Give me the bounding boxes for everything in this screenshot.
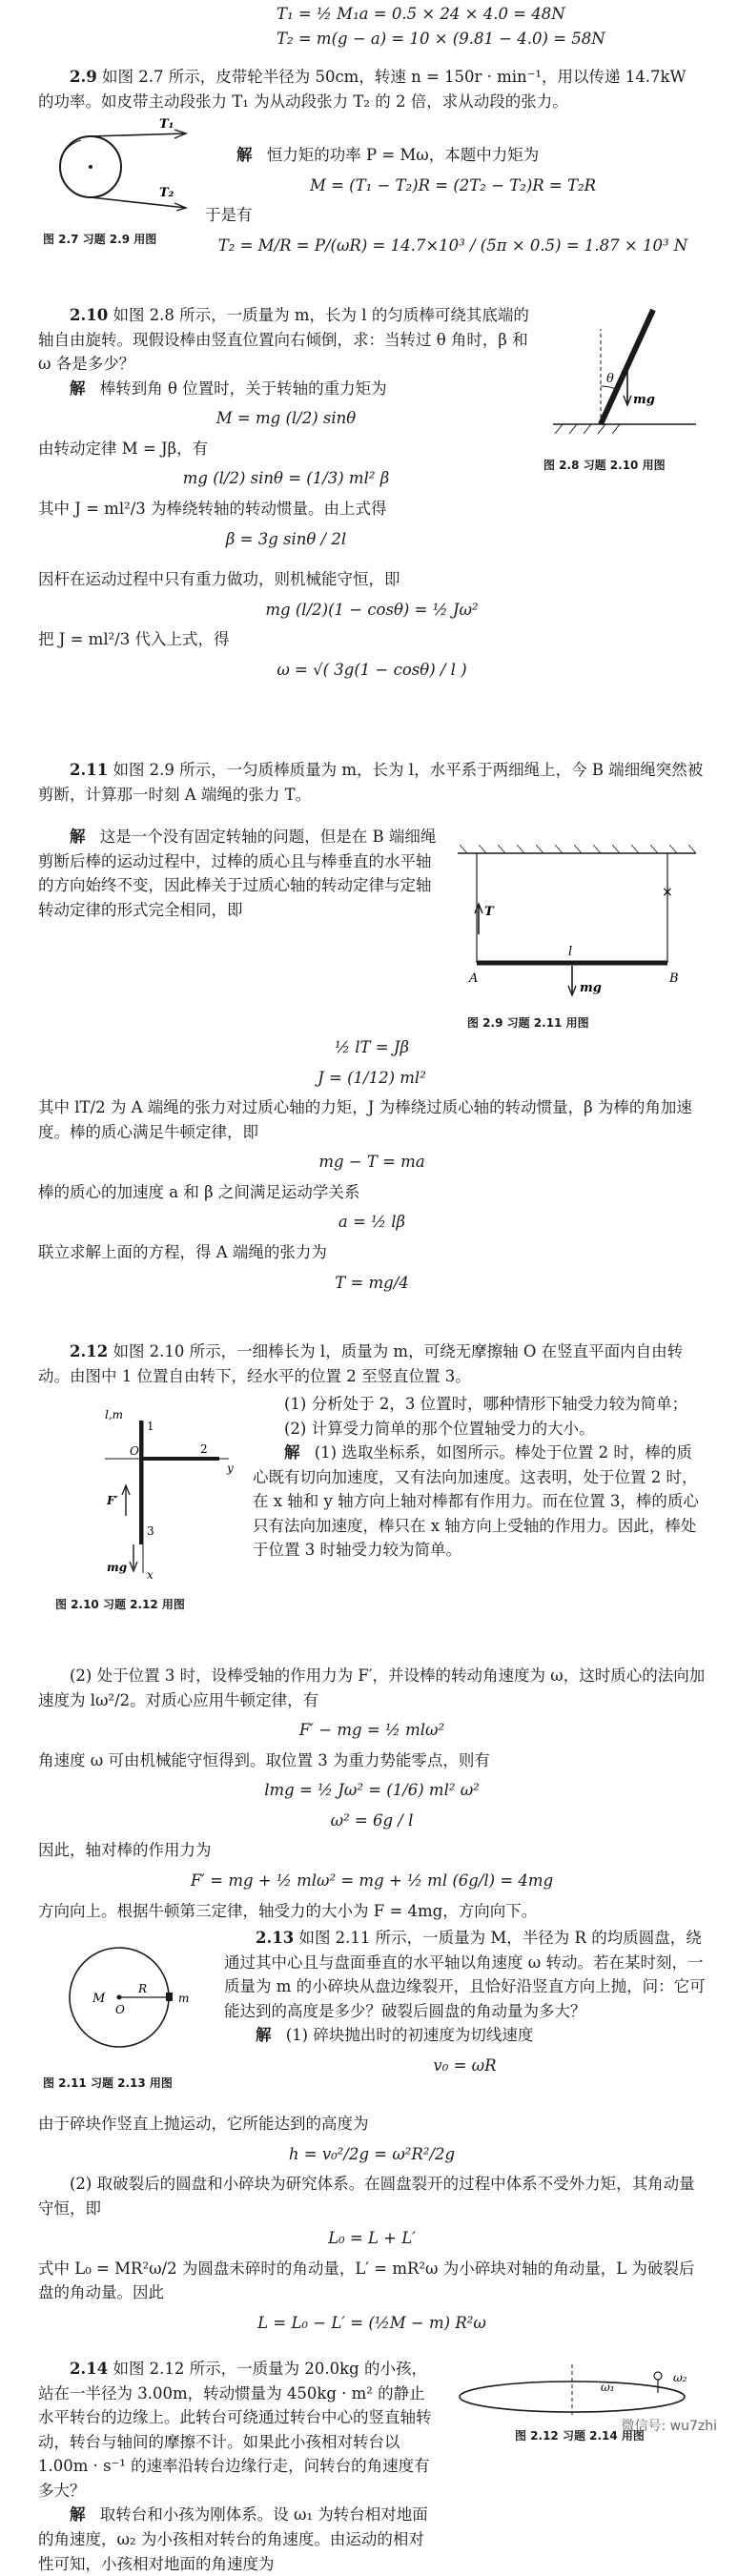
label-y: y xyxy=(227,1462,234,1475)
problem-2-12 xyxy=(38,1339,706,1388)
label-x: x xyxy=(147,1568,154,1582)
text-substitute: 把 J = ml²/3 代入上式，得 xyxy=(38,630,230,649)
eq-omega-sq: ω² = 6g / l xyxy=(330,1810,414,1830)
problem-2-13 xyxy=(224,1926,706,2083)
solution-text: 取转台和小孩为刚体系。设 ω₁ 为转台相对地面的角速度，ω₂ 为小孩相对转台的角速度。由运动的相对性可知，小孩相对地面的角速度为 xyxy=(38,2505,428,2573)
problem-2-11-equations xyxy=(38,1030,706,1300)
label-f: F′ xyxy=(107,1494,118,1507)
text-solve: 联立求解上面的方程，得 A 端绳的张力为 xyxy=(38,1242,327,1261)
problem-2-11 xyxy=(38,758,706,807)
problem-number: 2.13 xyxy=(256,1929,295,1947)
text-rotation-law: 由转动定律 M = Jβ，有 xyxy=(38,439,209,458)
problem-2-9-statement xyxy=(38,65,706,113)
figure-2-7 xyxy=(43,114,205,246)
eq-v0: v₀ = ωR xyxy=(433,2055,497,2075)
problem-number: 2.9 xyxy=(70,68,97,86)
problem-2-10-energy xyxy=(38,567,706,687)
text-energy: 因杆在运动过程中只有重力做功，则机械能守恒，即 xyxy=(38,570,400,588)
label-m-big: M xyxy=(92,1992,106,2006)
figure-2-10 xyxy=(38,1392,248,1630)
text-yushi: 于是有 xyxy=(205,206,253,225)
problem-2-9 xyxy=(38,65,706,113)
eq-centripetal: F′ − mg = ½ mlω² xyxy=(298,1721,445,1740)
eq-energy: mg (l/2)(1 − cosθ) = ½ Jω² xyxy=(265,600,479,619)
problem-text: 如图 2.8 所示，一质量为 m，长为 l 的匀质棒可绕其底端的轴自由旋转。现假设棒由竖直位置向右倾倒，求：当转过 θ 角时，β 和 ω 各是多少？ xyxy=(38,306,529,374)
watermark: 微信号: wu7zhi xyxy=(621,2419,717,2435)
label-1: 1 xyxy=(147,1420,154,1433)
label-theta: θ xyxy=(606,372,614,386)
label-omega2: ω₂ xyxy=(673,2371,687,2384)
problem-text: 如图 2.11 所示，一质量为 M，半径为 R 的均质圆盘，绕通过其中心且与盘面垂直的水平轴以角速度 ω 转动。若在某时刻，一质量为 m 的小碎块从盘边缘裂开，且恰好沿竖直方向上抛，问：它可能达到的高度是多少？破裂后圆盘的角动量为多大？ xyxy=(224,1929,706,2020)
problem-2-13-part2 xyxy=(38,2112,706,2341)
problem-text: 如图 2.7 所示，皮带轮半径为 50cm，转速 n = 150r · min⁻¹，用以传递 14.7kW 的功率。如皮带主动段张力 T₁ 为从动段张力 T₂ 的 2 倍，求从动段的张力。 xyxy=(38,68,687,111)
eq-force-result: F′ = mg + ½ mlω² = mg + ½ ml (6g/l) = 4mg xyxy=(190,1871,554,1890)
figure-caption: 图 2.7 习题 2.9 用图 xyxy=(43,232,157,246)
label-omega1: ω₁ xyxy=(601,2381,615,2394)
eq-omega: ω = √( 3g(1 − cosθ) / l ) xyxy=(277,660,467,679)
eq-conservation: L₀ = L + L′ xyxy=(328,2229,416,2248)
solution-label: 解 xyxy=(70,378,86,398)
label-t2: T₂ xyxy=(159,186,174,200)
problem-2-11-solution xyxy=(38,825,439,922)
label-mg: mg xyxy=(107,1561,128,1574)
problem-2-12-part2 xyxy=(38,1664,706,1923)
label-t1: T₁ xyxy=(159,117,174,132)
problem-number: 2.12 xyxy=(70,1342,109,1360)
eq-newton: mg − T = ma xyxy=(318,1153,425,1172)
turntable-diagram xyxy=(448,2362,706,2418)
problem-2-9-solution xyxy=(205,143,701,263)
eq-torque: M = (T₁ − T₂)R = (2T₂ − T₂)R = T₂R xyxy=(309,175,597,194)
label-r: R xyxy=(138,1982,148,1995)
problem-text: 如图 2.12 所示，一质量为 20.0kg 的小孩，站在一半径为 3.00m，转动惯量为 450kg · m² 的静止水平转台的边缘上。此转台可绕通过转台中心的竖直轴转动，转台与轴间的摩擦不计。如果此小孩相对转台以 1.00m · s⁻¹ 的速率沿转台边缘行走，问转台的角速度有多大？ xyxy=(38,2360,432,2500)
eq-height: h = v₀²/2g = ω²R²/2g xyxy=(288,2144,456,2163)
text-omega: 角速度 ω 可由机械能守恒得到。取位置 3 为重力势能零点，则有 xyxy=(38,1750,490,1769)
label-l: l xyxy=(568,945,573,959)
problem-text: 如图 2.10 所示，一细棒长为 l，质量为 m，可绕无摩擦轴 O 在竖直平面内自由转动。由图中 1 位置自由转下，经水平的位置 2 至竖直位置 3。 xyxy=(38,1342,684,1385)
label-3: 3 xyxy=(147,1524,154,1538)
label-b: B xyxy=(669,971,679,986)
tilted-rod-diagram xyxy=(543,291,706,443)
solution-text: (1) 碎块抛出时的初速度为切线速度 xyxy=(285,2026,534,2045)
question-1: (1) 分析处于 2，3 位置时，哪种情形下轴受力较为简单； xyxy=(284,1395,688,1413)
text-inertia: 其中 J = ml²/3 为棒绕转轴的转动惯量。由上式得 xyxy=(38,499,387,518)
label-lm: l,m xyxy=(105,1408,124,1421)
figure-2-8 xyxy=(543,291,715,481)
label-mg: mg xyxy=(580,981,602,995)
text-l0: 式中 L₀ = MR²ω/2 为圆盘未碎时的角动量，L′ = mR²ω 为小碎块对轴的角动量，L 为破裂后盘的角动量。因此 xyxy=(38,2259,695,2302)
problem-text: 如图 2.9 所示，一匀质棒质量为 m，长为 l，水平系于两细绳上，今 B 端细绳突然被剪断，计算那一时刻 A 端绳的张力 T。 xyxy=(38,761,704,804)
figure-2-9 xyxy=(448,839,715,1030)
text-explanation: 其中 lT/2 为 A 端绳的张力对过质心轴的力矩，J 为棒绕过质心轴的转动惯量，β 为棒的角加速度。棒的质心满足牛顿定律，即 xyxy=(38,1098,692,1141)
figure-caption: 图 2.12 习题 2.14 用图 xyxy=(515,2428,645,2443)
eq-t2: T₂ = m(g − a) = 10 × (9.81 − 4.0) = 58N xyxy=(277,29,605,48)
question-2: (2) 计算受力简单的那个位置轴受力的大小。 xyxy=(284,1419,595,1438)
figure-2-11 xyxy=(43,1935,219,2097)
label-a: A xyxy=(469,971,479,986)
rod-positions-diagram xyxy=(38,1392,243,1583)
label-t: T xyxy=(484,905,494,919)
text-direction: 方向向上。根据牛顿第三定律，轴受力的大小为 F = 4mg，方向向下。 xyxy=(38,1901,538,1920)
label-o: O xyxy=(130,1444,139,1458)
text-kinematic: 棒的质心的加速度 a 和 β 之间满足运动学关系 xyxy=(38,1182,360,1201)
problem-2-10 xyxy=(38,303,534,557)
label-o: O xyxy=(115,2003,125,2016)
label-m: m xyxy=(178,1992,190,2005)
problem-number: 2.14 xyxy=(70,2360,109,2378)
solution-text: 这是一个没有固定转轴的问题，但是在 B 端细绳剪断后棒的运动过程中，过棒的质心且与棒垂直的水平轴的方向始终不变，因此棒关于过质心轴的转动定律与定轴转动定律的形式完全相同，即 xyxy=(38,828,437,919)
figure-caption: 图 2.8 习题 2.10 用图 xyxy=(543,458,666,472)
solution-label: 解 xyxy=(284,1443,300,1462)
text-system: (2) 取破裂后的圆盘和小碎块为研究体系。在圆盘裂开的过程中体系不受外力矩，其角动量守恒，即 xyxy=(38,2175,695,2218)
rod-on-strings-diagram xyxy=(448,839,706,1001)
eq-gravity-torque: M = mg (l/2) sinθ xyxy=(215,409,357,428)
solution-label: 解 xyxy=(70,2505,86,2525)
solution-text: (1) 选取坐标系，如图所示。棒处于位置 2 时，棒的质心既有切向加速度，又有法向加速度。这表明，处于位置 2 时，在 x 轴和 y 轴方向上轴对棒都有作用力。而在位置 3，棒的质心只有法向加速度，棒只在 x 轴方向上受轴的作用力。因此，棒处于位置 3 时轴受力较为简单。 xyxy=(253,1443,699,1560)
eq-torque-tension: ½ lT = Jβ xyxy=(335,1038,409,1056)
text-force: 因此，轴对棒的作用力为 xyxy=(38,1841,212,1860)
problem-number: 2.11 xyxy=(70,761,109,779)
eq-rotation: mg (l/2) sinθ = (1/3) ml² β xyxy=(182,469,390,488)
figure-caption: 图 2.11 习题 2.13 用图 xyxy=(43,2075,173,2090)
problem-number: 2.10 xyxy=(70,306,109,324)
label-2: 2 xyxy=(200,1442,208,1456)
figure-caption: 图 2.10 习题 2.12 用图 xyxy=(55,1597,185,1611)
eq-tension-result: T = mg/4 xyxy=(335,1273,409,1292)
solution-text: 棒转到角 θ 位置时，关于转轴的重力矩为 xyxy=(99,378,387,398)
eq-t2-result: T₂ = M/R = P/(ωR) = 14.7×10³ / (5π × 0.5) = 1.87 × 10³ N xyxy=(217,235,688,255)
label-cut-mark: × xyxy=(662,885,673,900)
top-equations xyxy=(38,2,706,51)
eq-beta: β = 3g sinθ / 2l xyxy=(225,529,347,548)
text-part2: (2) 处于位置 3 时，设棒受轴的作用力为 F′，并设棒的转动角速度为 ω，这时质心的法向加速度为 lω²/2。对质心应用牛顿定律，有 xyxy=(38,1666,706,1709)
eq-inertia: J = (1/12) ml² xyxy=(318,1068,426,1087)
eq-l-result: L = L₀ − L′ = (½M − m) R²ω xyxy=(257,2313,486,2332)
disk-diagram xyxy=(43,1935,215,2059)
solution-label: 解 xyxy=(256,2026,272,2045)
solution-label: 解 xyxy=(70,828,86,846)
figure-caption: 图 2.9 习题 2.11 用图 xyxy=(467,1015,589,1030)
text-height: 由于碎块作竖直上抛运动，它所能达到的高度为 xyxy=(38,2115,369,2133)
eq-kinematic: a = ½ lβ xyxy=(338,1213,406,1232)
label-mg: mg xyxy=(633,393,655,407)
eq-t1: T₁ = ½ M₁a = 0.5 × 24 × 4.0 = 48N xyxy=(277,5,565,23)
belt-pulley-diagram xyxy=(43,114,205,219)
solution-label: 解 xyxy=(236,146,253,164)
eq-energy: lmg = ½ Jω² = (1/6) ml² ω² xyxy=(264,1781,480,1800)
problem-2-12-solution xyxy=(253,1392,706,1563)
problem-2-14 xyxy=(38,2357,439,2576)
solution-text: 恒力矩的功率 P = Mω，本题中力矩为 xyxy=(266,146,540,164)
